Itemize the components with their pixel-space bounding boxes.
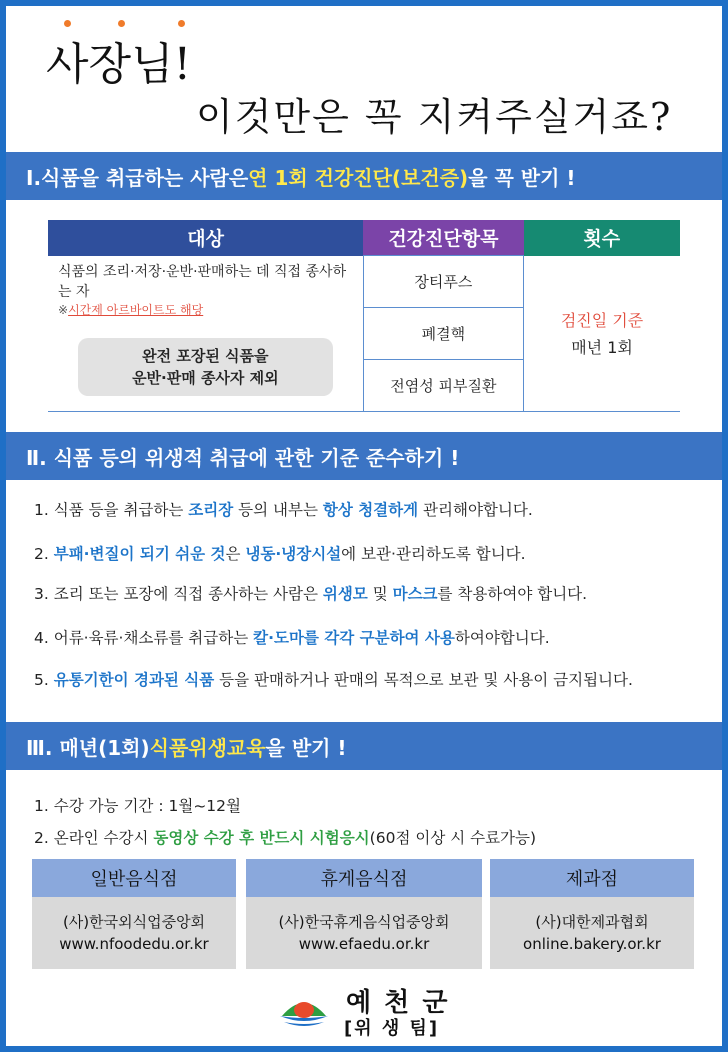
link-efaedu[interactable]: www.efaedu.or.kr (298, 935, 430, 953)
section1-title-highlight: 연 1회 건강진단(보건증) (248, 165, 469, 190)
section2-header: Ⅱ. 식품 등의 위생적 취급에 관한 기준 준수하기 ! (6, 432, 722, 480)
emphasis-dot (178, 20, 185, 27)
link-nfoodedu[interactable]: www.nfoodedu.or.kr (59, 935, 209, 953)
table-header-items: 건강진단항목 (363, 220, 523, 256)
rule-item-4: 4. 어류·육류·채소류를 취급하는 칼·도마를 각각 구분하여 사용하여야합니다. (34, 629, 550, 647)
table-header-frequency: 횟수 (524, 220, 680, 256)
box-general-restaurant: (사)한국외식업중앙회 www.nfoodedu.or.kr (32, 897, 236, 969)
online-course-note: 2. 온라인 수강시 동영상 수강 후 반드시 시험응시(60점 이상 시 수료가능) (34, 829, 537, 847)
target-note: ※시간제 아르바이트도 해당 (58, 302, 204, 317)
table-header-target: 대상 (48, 220, 363, 256)
exclusion-box: 완전 포장된 식품을 운반·판매 종사자 제외 (78, 338, 333, 396)
rule-item-5: 5. 유통기한이 경과된 식품 등을 판매하거나 판매의 목적으로 보관 및 사용이 금지됩니다. (34, 671, 633, 689)
page-title-line1: 사장님! (46, 39, 192, 90)
box-bakery: (사)대한제과협회 online.bakery.or.kr (490, 897, 694, 969)
box-rest-restaurant: (사)한국휴게음식업중앙회 www.efaedu.or.kr (246, 897, 482, 969)
section3-title-highlight: 식품위생교육 (149, 735, 266, 760)
yecheon-county-logo-icon (278, 986, 330, 1030)
box-title-general-restaurant: 일반음식점 (32, 859, 236, 897)
footer-org: 예 천 군 (346, 988, 450, 1018)
link-bakery[interactable]: online.bakery.or.kr (523, 935, 661, 953)
section1-title-post: 을 꼭 받기 ! (468, 165, 576, 190)
item-tuberculosis: 폐결핵 (363, 308, 523, 360)
target-text: 식품의 조리·저장·운반·판매하는 데 직접 종사하는 자 (58, 263, 347, 300)
course-period: 1. 수강 가능 기간 : 1월~12월 (34, 797, 242, 815)
frequency-cell: 검진일 기준 매년 1회 (524, 256, 680, 412)
page-title-line2: 이것만은 꼭 지켜주실거죠? (196, 95, 673, 139)
box-title-bakery: 제과점 (490, 859, 694, 897)
item-skin-disease: 전염성 피부질환 (363, 360, 523, 412)
section3-header: Ⅲ. 매년(1회) 식품위생교육 을 받기 ! (6, 722, 722, 770)
health-check-table (48, 220, 680, 412)
box-title-rest-restaurant: 휴게음식점 (246, 859, 482, 897)
emphasis-dot (64, 20, 71, 27)
emphasis-dot (118, 20, 125, 27)
target-cell (48, 256, 363, 412)
rule-item-1: 1. 식품 등을 취급하는 조리장 등의 내부는 항상 청결하게 관리해야합니다. (34, 501, 533, 519)
rule-item-3: 3. 조리 또는 포장에 직접 종사하는 사람은 위생모 및 마스크를 착용하여야 합니다. (34, 585, 588, 603)
rule-item-2: 2. 부패·변질이 되기 쉬운 것은 냉동·냉장시설에 보관·관리하도록 합니다. (34, 545, 526, 563)
section1-title-pre: Ⅰ.식품을 취급하는 사람은 (26, 165, 249, 190)
item-typhoid: 장티푸스 (363, 256, 523, 308)
section1-header (6, 152, 722, 200)
footer-dept: [위 생 팀] (344, 1018, 440, 1039)
